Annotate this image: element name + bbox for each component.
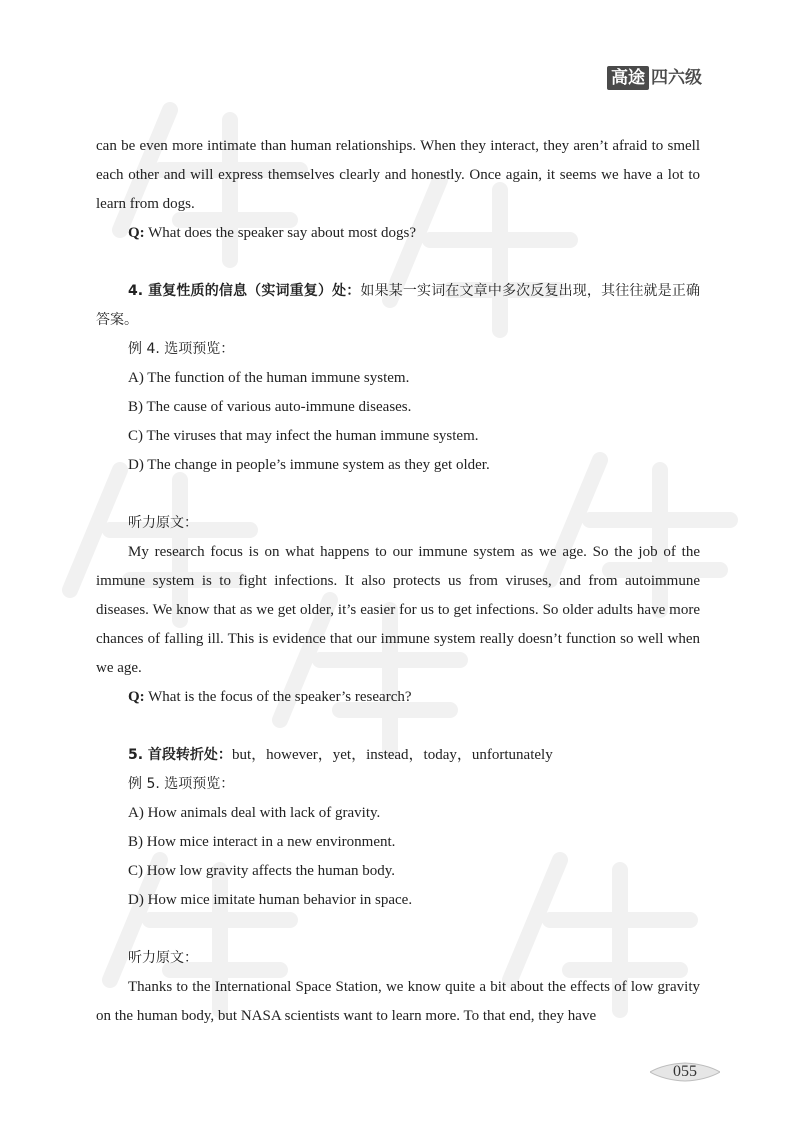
question-text: What does the speaker say about most dogs?	[144, 225, 416, 241]
question-label: Q:	[128, 689, 145, 705]
script-5-text: Thanks to the International Space Station, we know quite a bit about the effects of low gravity on the human body, but NASA scientists want to learn more. To that end, they have	[96, 979, 700, 1024]
script-4-label: 听力原文：	[128, 515, 198, 531]
option-item: C) The viruses that may infect the human immune system.	[128, 428, 479, 444]
section-4-heading-bold: 4. 重复性质的信息（实词重复）处：	[128, 283, 361, 299]
logo-brand-text: 高途	[607, 66, 649, 90]
script-5-label: 听力原文：	[128, 950, 198, 966]
brand-logo	[607, 66, 702, 90]
section-4-heading	[96, 277, 700, 335]
section-4-heading-rest: 如果某一实词在文章中多次反复出现，其往往就是正确答案。	[96, 283, 700, 328]
section-5-heading-bold: 5. 首段转折处：	[128, 747, 232, 763]
page-number: 055	[673, 1063, 697, 1080]
question-text: What is the focus of the speaker’s research?	[144, 689, 412, 705]
question-label: Q:	[128, 225, 145, 241]
example-4-label: 例 4. 选项预览：	[128, 341, 235, 357]
option-item: A) The function of the human immune system.	[128, 370, 410, 386]
logo-tag-text: 四六级	[651, 68, 702, 88]
page-content	[96, 132, 700, 1031]
option-item: D) How mice imitate human behavior in space.	[128, 892, 413, 908]
question-line	[96, 219, 700, 248]
question-line	[96, 683, 700, 712]
option-item: A) How animals deal with lack of gravity.	[128, 805, 381, 821]
option-item: B) The cause of various auto-immune diseases.	[128, 399, 412, 415]
option-item: D) The change in people’s immune system as they get older.	[128, 457, 490, 473]
option-item: B) How mice interact in a new environment.	[128, 834, 396, 850]
section-5-heading	[96, 741, 700, 770]
script-4-text: My research focus is on what happens to our immune system as we age. So the job of the immune system is to fight infections. It also protects us from viruses, and from autoimmune diseases. We know that as we get older, it’s easier for us to get infections. So older adults have more chances of falling ill. This is evidence that our immune system really doesn’t function so well when we age.	[96, 544, 700, 676]
passage-continuation: can be even more intimate than human relationships. When they interact, they aren’t afraid to smell each other and will express themselves clearly and honestly. Once again, it seems we have a lot to learn from dogs.	[96, 138, 700, 212]
section-5-heading-rest: but，however，yet，instead，today，unfortunately	[231, 747, 553, 763]
page-number-badge	[650, 1060, 720, 1084]
option-item: C) How low gravity affects the human body.	[128, 863, 396, 879]
example-5-label: 例 5. 选项预览：	[128, 776, 235, 792]
